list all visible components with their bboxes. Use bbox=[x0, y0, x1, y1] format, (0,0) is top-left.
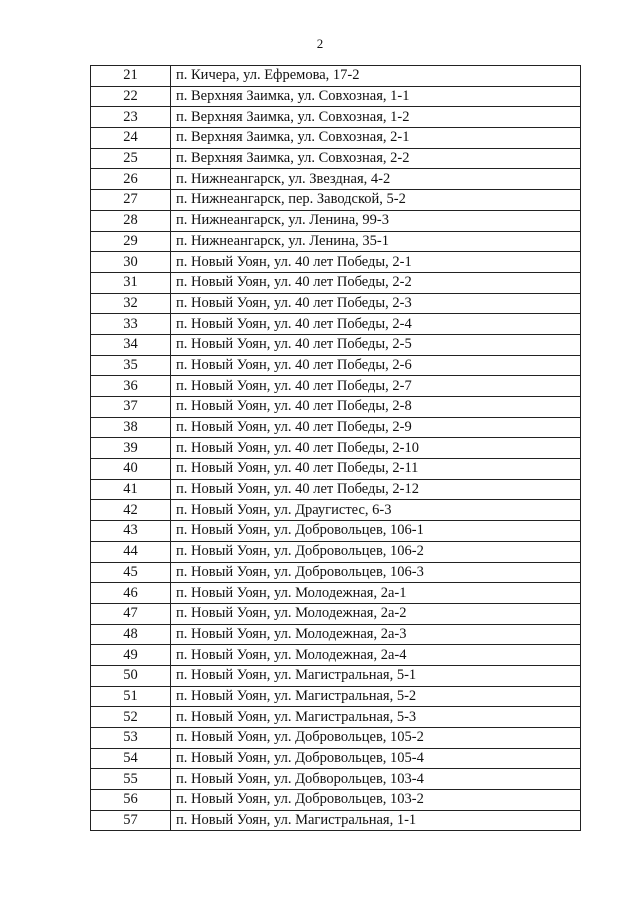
row-number-cell: 24 bbox=[91, 128, 171, 149]
row-number-cell: 50 bbox=[91, 665, 171, 686]
address-cell: п. Новый Уоян, ул. 40 лет Победы, 2-10 bbox=[171, 438, 581, 459]
table-row bbox=[91, 665, 581, 686]
address-cell: п. Новый Уоян, ул. Магистральная, 5-3 bbox=[171, 707, 581, 728]
row-number-cell: 21 bbox=[91, 66, 171, 87]
address-cell: п. Новый Уоян, ул. Молодежная, 2а-4 bbox=[171, 645, 581, 666]
row-number-cell: 29 bbox=[91, 231, 171, 252]
address-cell: п. Новый Уоян, ул. Молодежная, 2а-3 bbox=[171, 624, 581, 645]
table-row bbox=[91, 790, 581, 811]
table-row bbox=[91, 334, 581, 355]
row-number-cell: 39 bbox=[91, 438, 171, 459]
table-row bbox=[91, 645, 581, 666]
address-cell: п. Новый Уоян, ул. 40 лет Победы, 2-7 bbox=[171, 376, 581, 397]
table-row bbox=[91, 355, 581, 376]
table-row bbox=[91, 521, 581, 542]
address-cell: п. Новый Уоян, ул. Добровольцев, 105-2 bbox=[171, 728, 581, 749]
address-table-body bbox=[91, 66, 581, 831]
table-row bbox=[91, 293, 581, 314]
table-row bbox=[91, 190, 581, 211]
row-number-cell: 33 bbox=[91, 314, 171, 335]
address-cell: п. Новый Уоян, ул. 40 лет Победы, 2-4 bbox=[171, 314, 581, 335]
row-number-cell: 55 bbox=[91, 769, 171, 790]
row-number-cell: 44 bbox=[91, 541, 171, 562]
table-row bbox=[91, 479, 581, 500]
table-row bbox=[91, 252, 581, 273]
row-number-cell: 36 bbox=[91, 376, 171, 397]
address-cell: п. Новый Уоян, ул. 40 лет Победы, 2-1 bbox=[171, 252, 581, 273]
row-number-cell: 43 bbox=[91, 521, 171, 542]
row-number-cell: 49 bbox=[91, 645, 171, 666]
address-cell: п. Верхняя Заимка, ул. Совхозная, 2-2 bbox=[171, 148, 581, 169]
row-number-cell: 30 bbox=[91, 252, 171, 273]
table-row bbox=[91, 272, 581, 293]
address-cell: п. Новый Уоян, ул. Добворольцев, 103-4 bbox=[171, 769, 581, 790]
table-row bbox=[91, 603, 581, 624]
table-row bbox=[91, 417, 581, 438]
table-row bbox=[91, 810, 581, 831]
row-number-cell: 42 bbox=[91, 500, 171, 521]
table-row bbox=[91, 210, 581, 231]
row-number-cell: 47 bbox=[91, 603, 171, 624]
address-cell: п. Новый Уоян, ул. Магистральная, 1-1 bbox=[171, 810, 581, 831]
address-cell: п. Нижнеангарск, ул. Ленина, 99-3 bbox=[171, 210, 581, 231]
row-number-cell: 56 bbox=[91, 790, 171, 811]
row-number-cell: 48 bbox=[91, 624, 171, 645]
address-cell: п. Новый Уоян, ул. 40 лет Победы, 2-3 bbox=[171, 293, 581, 314]
row-number-cell: 54 bbox=[91, 748, 171, 769]
table-row bbox=[91, 314, 581, 335]
table-row bbox=[91, 728, 581, 749]
address-cell: п. Верхняя Заимка, ул. Совхозная, 2-1 bbox=[171, 128, 581, 149]
table-row bbox=[91, 686, 581, 707]
row-number-cell: 37 bbox=[91, 397, 171, 418]
table-row bbox=[91, 541, 581, 562]
row-number-cell: 52 bbox=[91, 707, 171, 728]
table-row bbox=[91, 583, 581, 604]
row-number-cell: 26 bbox=[91, 169, 171, 190]
table-row bbox=[91, 86, 581, 107]
address-cell: п. Нижнеангарск, пер. Заводской, 5-2 bbox=[171, 190, 581, 211]
row-number-cell: 22 bbox=[91, 86, 171, 107]
address-cell: п. Верхняя Заимка, ул. Совхозная, 1-2 bbox=[171, 107, 581, 128]
table-row bbox=[91, 500, 581, 521]
address-cell: п. Новый Уоян, ул. Драугистес, 6-3 bbox=[171, 500, 581, 521]
address-cell: п. Верхняя Заимка, ул. Совхозная, 1-1 bbox=[171, 86, 581, 107]
page-number: 2 bbox=[316, 36, 324, 51]
address-cell: п. Новый Уоян, ул. Добровольцев, 103-2 bbox=[171, 790, 581, 811]
address-cell: п. Новый Уоян, ул. Молодежная, 2а-2 bbox=[171, 603, 581, 624]
address-cell: п. Новый Уоян, ул. Молодежная, 2а-1 bbox=[171, 583, 581, 604]
address-cell: п. Новый Уоян, ул. Добровольцев, 106-3 bbox=[171, 562, 581, 583]
row-number-cell: 53 bbox=[91, 728, 171, 749]
row-number-cell: 35 bbox=[91, 355, 171, 376]
row-number-cell: 41 bbox=[91, 479, 171, 500]
table-row bbox=[91, 128, 581, 149]
address-cell: п. Новый Уоян, ул. 40 лет Победы, 2-2 bbox=[171, 272, 581, 293]
table-row bbox=[91, 66, 581, 87]
address-cell: п. Новый Уоян, ул. 40 лет Победы, 2-5 bbox=[171, 334, 581, 355]
address-cell: п. Новый Уоян, ул. 40 лет Победы, 2-6 bbox=[171, 355, 581, 376]
table-row bbox=[91, 438, 581, 459]
row-number-cell: 34 bbox=[91, 334, 171, 355]
table-row bbox=[91, 107, 581, 128]
table-row bbox=[91, 748, 581, 769]
address-cell: п. Новый Уоян, ул. 40 лет Победы, 2-9 bbox=[171, 417, 581, 438]
table-row bbox=[91, 376, 581, 397]
table-row bbox=[91, 624, 581, 645]
row-number-cell: 46 bbox=[91, 583, 171, 604]
row-number-cell: 45 bbox=[91, 562, 171, 583]
address-cell: п. Новый Уоян, ул. Добровольцев, 106-2 bbox=[171, 541, 581, 562]
row-number-cell: 51 bbox=[91, 686, 171, 707]
table-row bbox=[91, 769, 581, 790]
row-number-cell: 57 bbox=[91, 810, 171, 831]
address-cell: п. Новый Уоян, ул. Добровольцев, 105-4 bbox=[171, 748, 581, 769]
row-number-cell: 40 bbox=[91, 459, 171, 480]
row-number-cell: 31 bbox=[91, 272, 171, 293]
table-row bbox=[91, 707, 581, 728]
address-cell: п. Нижнеангарск, ул. Ленина, 35-1 bbox=[171, 231, 581, 252]
address-cell: п. Новый Уоян, ул. Добровольцев, 106-1 bbox=[171, 521, 581, 542]
table-row bbox=[91, 459, 581, 480]
address-cell: п. Новый Уоян, ул. 40 лет Победы, 2-8 bbox=[171, 397, 581, 418]
address-table bbox=[90, 65, 581, 831]
row-number-cell: 25 bbox=[91, 148, 171, 169]
table-row bbox=[91, 231, 581, 252]
address-cell: п. Нижнеангарск, ул. Звездная, 4-2 bbox=[171, 169, 581, 190]
row-number-cell: 27 bbox=[91, 190, 171, 211]
table-row bbox=[91, 397, 581, 418]
table-row bbox=[91, 169, 581, 190]
table-row bbox=[91, 148, 581, 169]
address-cell: п. Новый Уоян, ул. Магистральная, 5-1 bbox=[171, 665, 581, 686]
address-cell: п. Новый Уоян, ул. Магистральная, 5-2 bbox=[171, 686, 581, 707]
row-number-cell: 32 bbox=[91, 293, 171, 314]
row-number-cell: 38 bbox=[91, 417, 171, 438]
row-number-cell: 23 bbox=[91, 107, 171, 128]
address-cell: п. Кичера, ул. Ефремова, 17-2 bbox=[171, 66, 581, 87]
address-cell: п. Новый Уоян, ул. 40 лет Победы, 2-12 bbox=[171, 479, 581, 500]
row-number-cell: 28 bbox=[91, 210, 171, 231]
table-row bbox=[91, 562, 581, 583]
address-cell: п. Новый Уоян, ул. 40 лет Победы, 2-11 bbox=[171, 459, 581, 480]
